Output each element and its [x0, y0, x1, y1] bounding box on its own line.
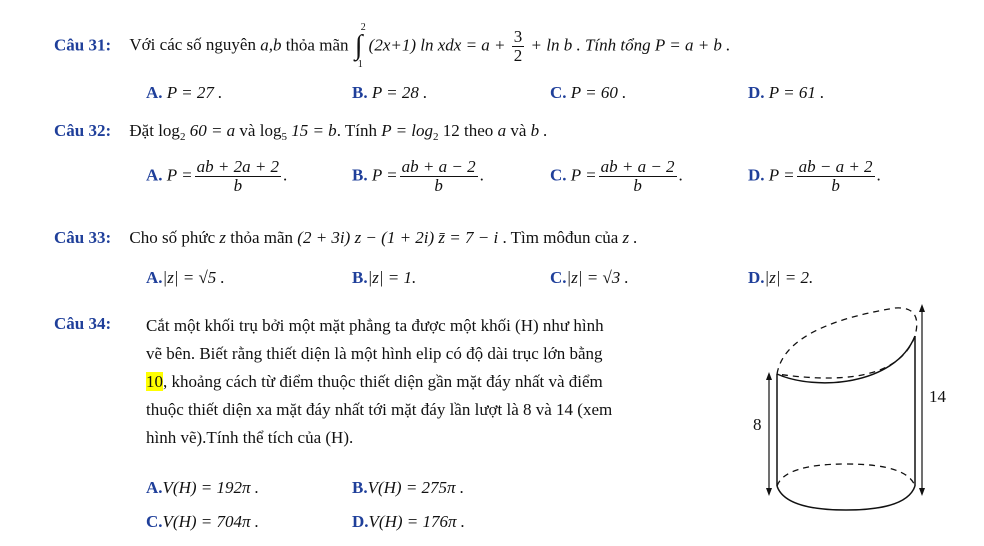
option-letter: A.	[146, 478, 163, 497]
option-b[interactable]	[352, 478, 464, 498]
option-c[interactable]	[146, 512, 259, 532]
question-vars: a	[497, 121, 507, 140]
option-a[interactable]	[146, 158, 287, 195]
option-lhs: P =	[371, 165, 398, 185]
integrand: (2x+1) ln xdx = a +	[368, 35, 506, 55]
question-equation: (2 + 3i) z − (1 + 2i) z̄ = 7 − i	[297, 228, 499, 247]
question-text: thỏa mãn	[285, 35, 349, 55]
label-8: 8	[753, 415, 762, 434]
fraction-den: b	[233, 175, 243, 195]
option-letter: A.	[146, 268, 163, 287]
option-text: P = 27 .	[166, 83, 223, 102]
option-letter: D.	[748, 268, 765, 287]
option-letter: B.	[352, 83, 368, 102]
fraction	[195, 158, 281, 195]
option-text: |z| = 1.	[367, 268, 417, 287]
arrow-head-icon	[919, 304, 925, 312]
option-letter: D.	[748, 165, 765, 185]
question-text: Với các số nguyên	[129, 35, 256, 55]
option-text: |z| = √5 .	[162, 268, 225, 287]
log-rest: 15 = b	[291, 121, 337, 140]
option-letter: D.	[352, 512, 369, 531]
option-lhs: P =	[768, 165, 795, 185]
option-a[interactable]	[146, 268, 225, 288]
ellipse-top-front	[777, 336, 915, 383]
base-back	[777, 464, 915, 486]
option-text: |z| = 2.	[764, 268, 814, 287]
question-line: vẽ bên. Biết rằng thiết diện là một hình elip có độ dài trục lớn bằng	[146, 344, 603, 363]
option-dot: .	[678, 165, 683, 185]
log-rest: 12	[442, 121, 460, 140]
question-line: thuộc thiết diện xa mặt đáy nhất tới mặt đáy lần lượt là 8 và 14 (xem	[146, 400, 613, 419]
integral-symbol: ∫ 2 1	[354, 22, 366, 71]
fraction-num: ab + a − 2	[600, 157, 675, 176]
question-label: Câu 33:	[54, 228, 112, 247]
option-lhs: P =	[570, 165, 597, 185]
question-text: . Tính	[336, 121, 377, 140]
option-dot: .	[479, 165, 484, 185]
question-text: và	[239, 121, 256, 140]
option-d[interactable]	[748, 158, 881, 195]
option-b[interactable]	[352, 158, 484, 195]
arrow-head-icon	[919, 488, 925, 496]
option-d[interactable]	[748, 268, 813, 288]
option-a[interactable]	[146, 478, 259, 498]
question-line: hình vẽ).Tính thể tích của (H).	[146, 428, 354, 447]
log-base: 5	[281, 131, 287, 143]
option-b[interactable]	[352, 268, 416, 288]
question-text: Cho số phức	[129, 228, 216, 247]
option-a[interactable]	[146, 83, 222, 103]
question-34-label	[54, 314, 111, 334]
question-target: P = log	[381, 121, 434, 140]
log-base: 2	[433, 131, 439, 143]
option-text: P = 61 .	[768, 83, 825, 102]
question-vars: b .	[530, 121, 548, 140]
integral-lower: 1	[357, 59, 363, 71]
fraction-num: 3	[513, 27, 523, 46]
question-33	[54, 228, 638, 248]
option-b[interactable]	[352, 83, 427, 103]
base-front	[777, 486, 915, 510]
option-c[interactable]	[550, 83, 626, 103]
question-32	[54, 121, 548, 143]
question-text: + ln b . Tính tổng	[530, 35, 651, 55]
question-label: Câu 31:	[54, 35, 112, 55]
option-text: V(H) = 176π .	[368, 512, 466, 531]
fraction	[512, 28, 525, 65]
question-line-rest: , khoảng cách từ điểm thuộc thiết diện gần mặt đáy nhất và điểm	[163, 372, 603, 391]
fraction	[797, 158, 875, 195]
option-letter: B.	[352, 268, 368, 287]
option-letter: A.	[146, 83, 163, 102]
option-text: V(H) = 704π .	[162, 512, 260, 531]
question-line	[146, 368, 746, 396]
integral-upper: 2	[360, 22, 366, 34]
log-text: log	[259, 121, 282, 140]
option-text: V(H) = 275π .	[367, 478, 465, 497]
question-text: theo	[464, 121, 494, 140]
option-text: |z| = √3 .	[566, 268, 629, 287]
log-base: 2	[179, 131, 186, 143]
fraction-den: b	[831, 175, 840, 195]
question-31	[54, 22, 731, 71]
option-letter: C.	[146, 512, 163, 531]
question-label: Câu 32:	[54, 121, 112, 140]
option-d[interactable]	[748, 83, 824, 103]
question-vars: a,b	[260, 35, 282, 55]
option-letter: B.	[352, 165, 368, 185]
option-letter: C.	[550, 83, 567, 102]
question-34-body	[146, 312, 746, 452]
fraction-num: ab + a − 2	[401, 157, 476, 176]
option-text: P = 60 .	[570, 83, 627, 102]
arrow-head-icon	[766, 372, 772, 380]
option-c[interactable]	[550, 268, 629, 288]
option-c[interactable]	[550, 158, 683, 195]
question-text: Đặt	[129, 121, 154, 140]
cylinder-figure	[745, 296, 955, 542]
fraction-den: b	[633, 175, 642, 195]
option-dot: .	[876, 165, 881, 185]
option-lhs: P =	[166, 165, 193, 185]
question-vars: z .	[622, 228, 638, 247]
label-14: 14	[929, 387, 946, 406]
arrow-head-icon	[766, 488, 772, 496]
option-letter: C.	[550, 165, 567, 185]
fraction	[400, 158, 478, 195]
ellipse-top-back	[777, 308, 917, 378]
option-text: V(H) = 192π .	[162, 478, 260, 497]
option-letter: C.	[550, 268, 567, 287]
option-letter: A.	[146, 165, 163, 185]
highlight-value: 10	[146, 372, 163, 391]
option-letter: B.	[352, 478, 368, 497]
fraction-den: 2	[513, 45, 523, 65]
question-text: thỏa mãn	[230, 228, 294, 247]
fraction-num: ab + 2a + 2	[196, 157, 280, 176]
question-label: Câu 34:	[54, 314, 112, 333]
question-target: P = a + b .	[654, 35, 731, 55]
option-dot: .	[283, 165, 288, 185]
option-text: P = 28 .	[371, 83, 428, 102]
log-text: log	[158, 121, 180, 140]
question-text: và	[510, 121, 527, 140]
question-text: . Tìm môđun của	[502, 228, 619, 247]
fraction-den: b	[434, 175, 443, 195]
question-vars: z	[219, 228, 226, 247]
fraction	[599, 158, 677, 195]
fraction-num: ab − a + 2	[798, 157, 873, 176]
log-rest: 60 = a	[189, 121, 236, 140]
question-line: Cắt một khối trụ bởi một mặt phẳng ta được một khối (H) như hình	[146, 316, 604, 335]
option-letter: D.	[748, 83, 765, 102]
option-d[interactable]	[352, 512, 465, 532]
